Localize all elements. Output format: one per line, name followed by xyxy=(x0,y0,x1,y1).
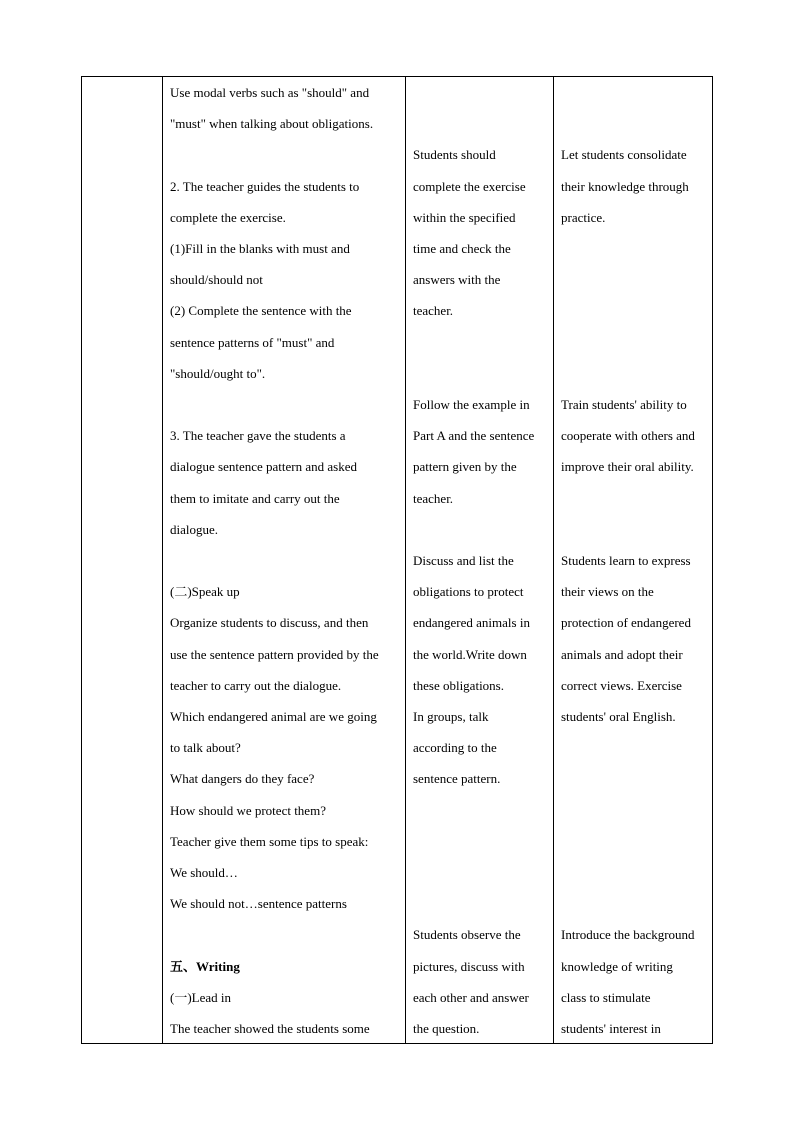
cell-text-line: correct views. Exercise xyxy=(561,677,682,693)
cell-text-line: teacher to carry out the dialogue. xyxy=(170,677,342,693)
cell-text-line: each other and answer xyxy=(413,989,529,1005)
cell-text-line: sentence pattern. xyxy=(413,771,501,787)
cell-text-line: We should not…sentence patterns xyxy=(170,896,347,912)
cell-text-line: use the sentence pattern provided by the xyxy=(170,646,379,662)
cell-text-line: the world.Write down xyxy=(413,646,527,662)
cell-text-line: What dangers do they face? xyxy=(170,771,315,787)
cell-text-line: Introduce the background xyxy=(561,927,695,943)
cell-text-line: (二)Speak up xyxy=(170,584,240,600)
cell-text-line: 3. The teacher gave the students a xyxy=(170,428,346,444)
cell-text-line: teacher. xyxy=(413,303,454,319)
teacher-activity-column xyxy=(163,77,405,1043)
cell-text-line: (一)Lead in xyxy=(170,989,232,1005)
cell-text-line: class to stimulate xyxy=(561,989,651,1005)
cell-text-line: their knowledge through xyxy=(561,178,689,194)
cell-text-line: Follow the example in xyxy=(413,397,530,412)
cell-text-line: 2. The teacher guides the students to xyxy=(170,178,360,194)
cell-text-line: Part A and the sentence xyxy=(413,428,535,444)
cell-text-line: students' oral English. xyxy=(561,709,676,724)
cell-text-line: improve their oral ability. xyxy=(561,459,694,475)
cell-text-line: protection of endangered xyxy=(561,615,691,631)
cell-text-line: these obligations. xyxy=(413,677,504,693)
cell-text-line: Students observe the xyxy=(413,927,521,943)
cell-text-line: Teacher give them some tips to speak: xyxy=(170,833,369,849)
lesson-plan-table xyxy=(81,76,713,1044)
cell-text-line: Students should xyxy=(413,147,496,163)
cell-text-line: "must" when talking about obligations. xyxy=(170,116,374,132)
cell-text-line: complete the exercise. xyxy=(170,209,286,225)
cell-text-line: their views on the xyxy=(561,584,654,600)
cell-text-line: Students learn to express xyxy=(561,553,691,568)
cell-text-line: teacher. xyxy=(413,490,454,506)
cell-text-line: students' interest in xyxy=(561,1021,661,1036)
cell-text-line: "should/ought to". xyxy=(170,365,266,381)
cell-text-line: the question. xyxy=(413,1021,480,1036)
cell-text-line: (2) Complete the sentence with the xyxy=(170,303,352,319)
cell-text-line: cooperate with others and xyxy=(561,428,695,444)
cell-text-line: knowledge of writing xyxy=(561,958,673,974)
student-activity-column xyxy=(406,77,553,1043)
cell-text-line: dialogue sentence pattern and asked xyxy=(170,459,357,475)
design-purpose-column xyxy=(554,77,712,1043)
cell-text-line: Which endangered animal are we going xyxy=(170,709,377,724)
cell-text-line: should/should not xyxy=(170,272,263,288)
cell-text-line: 五、Writing xyxy=(170,958,240,974)
cell-text-line: practice. xyxy=(561,209,606,225)
cell-text-line: obligations to protect xyxy=(413,584,524,600)
cell-text-line: animals and adopt their xyxy=(561,646,683,662)
cell-text-line: Organize students to discuss, and then xyxy=(170,615,369,631)
stage-column xyxy=(82,77,162,1043)
cell-text-line: The teacher showed the students some xyxy=(170,1021,370,1036)
cell-text-line: complete the exercise xyxy=(413,178,526,194)
cell-text-line: Train students' ability to xyxy=(561,397,687,412)
cell-text-line: to talk about? xyxy=(170,740,241,756)
cell-text-line: How should we protect them? xyxy=(170,802,326,818)
cell-text-line: dialogue. xyxy=(170,521,219,537)
cell-text-line: within the specified xyxy=(413,209,516,225)
cell-text-line: according to the xyxy=(413,740,497,756)
cell-text-line: pattern given by the xyxy=(413,459,517,475)
cell-text-line: Let students consolidate xyxy=(561,147,687,163)
cell-text-line: endangered animals in xyxy=(413,615,530,631)
cell-text-line: time and check the xyxy=(413,241,511,256)
cell-text-line: (1)Fill in the blanks with must and xyxy=(170,241,350,256)
cell-text-line: We should… xyxy=(170,865,238,880)
cell-text-line: sentence patterns of "must" and xyxy=(170,334,335,350)
cell-text-line: Use modal verbs such as "should" and xyxy=(170,85,370,100)
cell-text-line: Discuss and list the xyxy=(413,553,514,568)
cell-text-line: In groups, talk xyxy=(413,709,489,724)
cell-text-line: answers with the xyxy=(413,272,501,288)
cell-text-line: pictures, discuss with xyxy=(413,958,525,974)
cell-text-line: them to imitate and carry out the xyxy=(170,490,340,506)
